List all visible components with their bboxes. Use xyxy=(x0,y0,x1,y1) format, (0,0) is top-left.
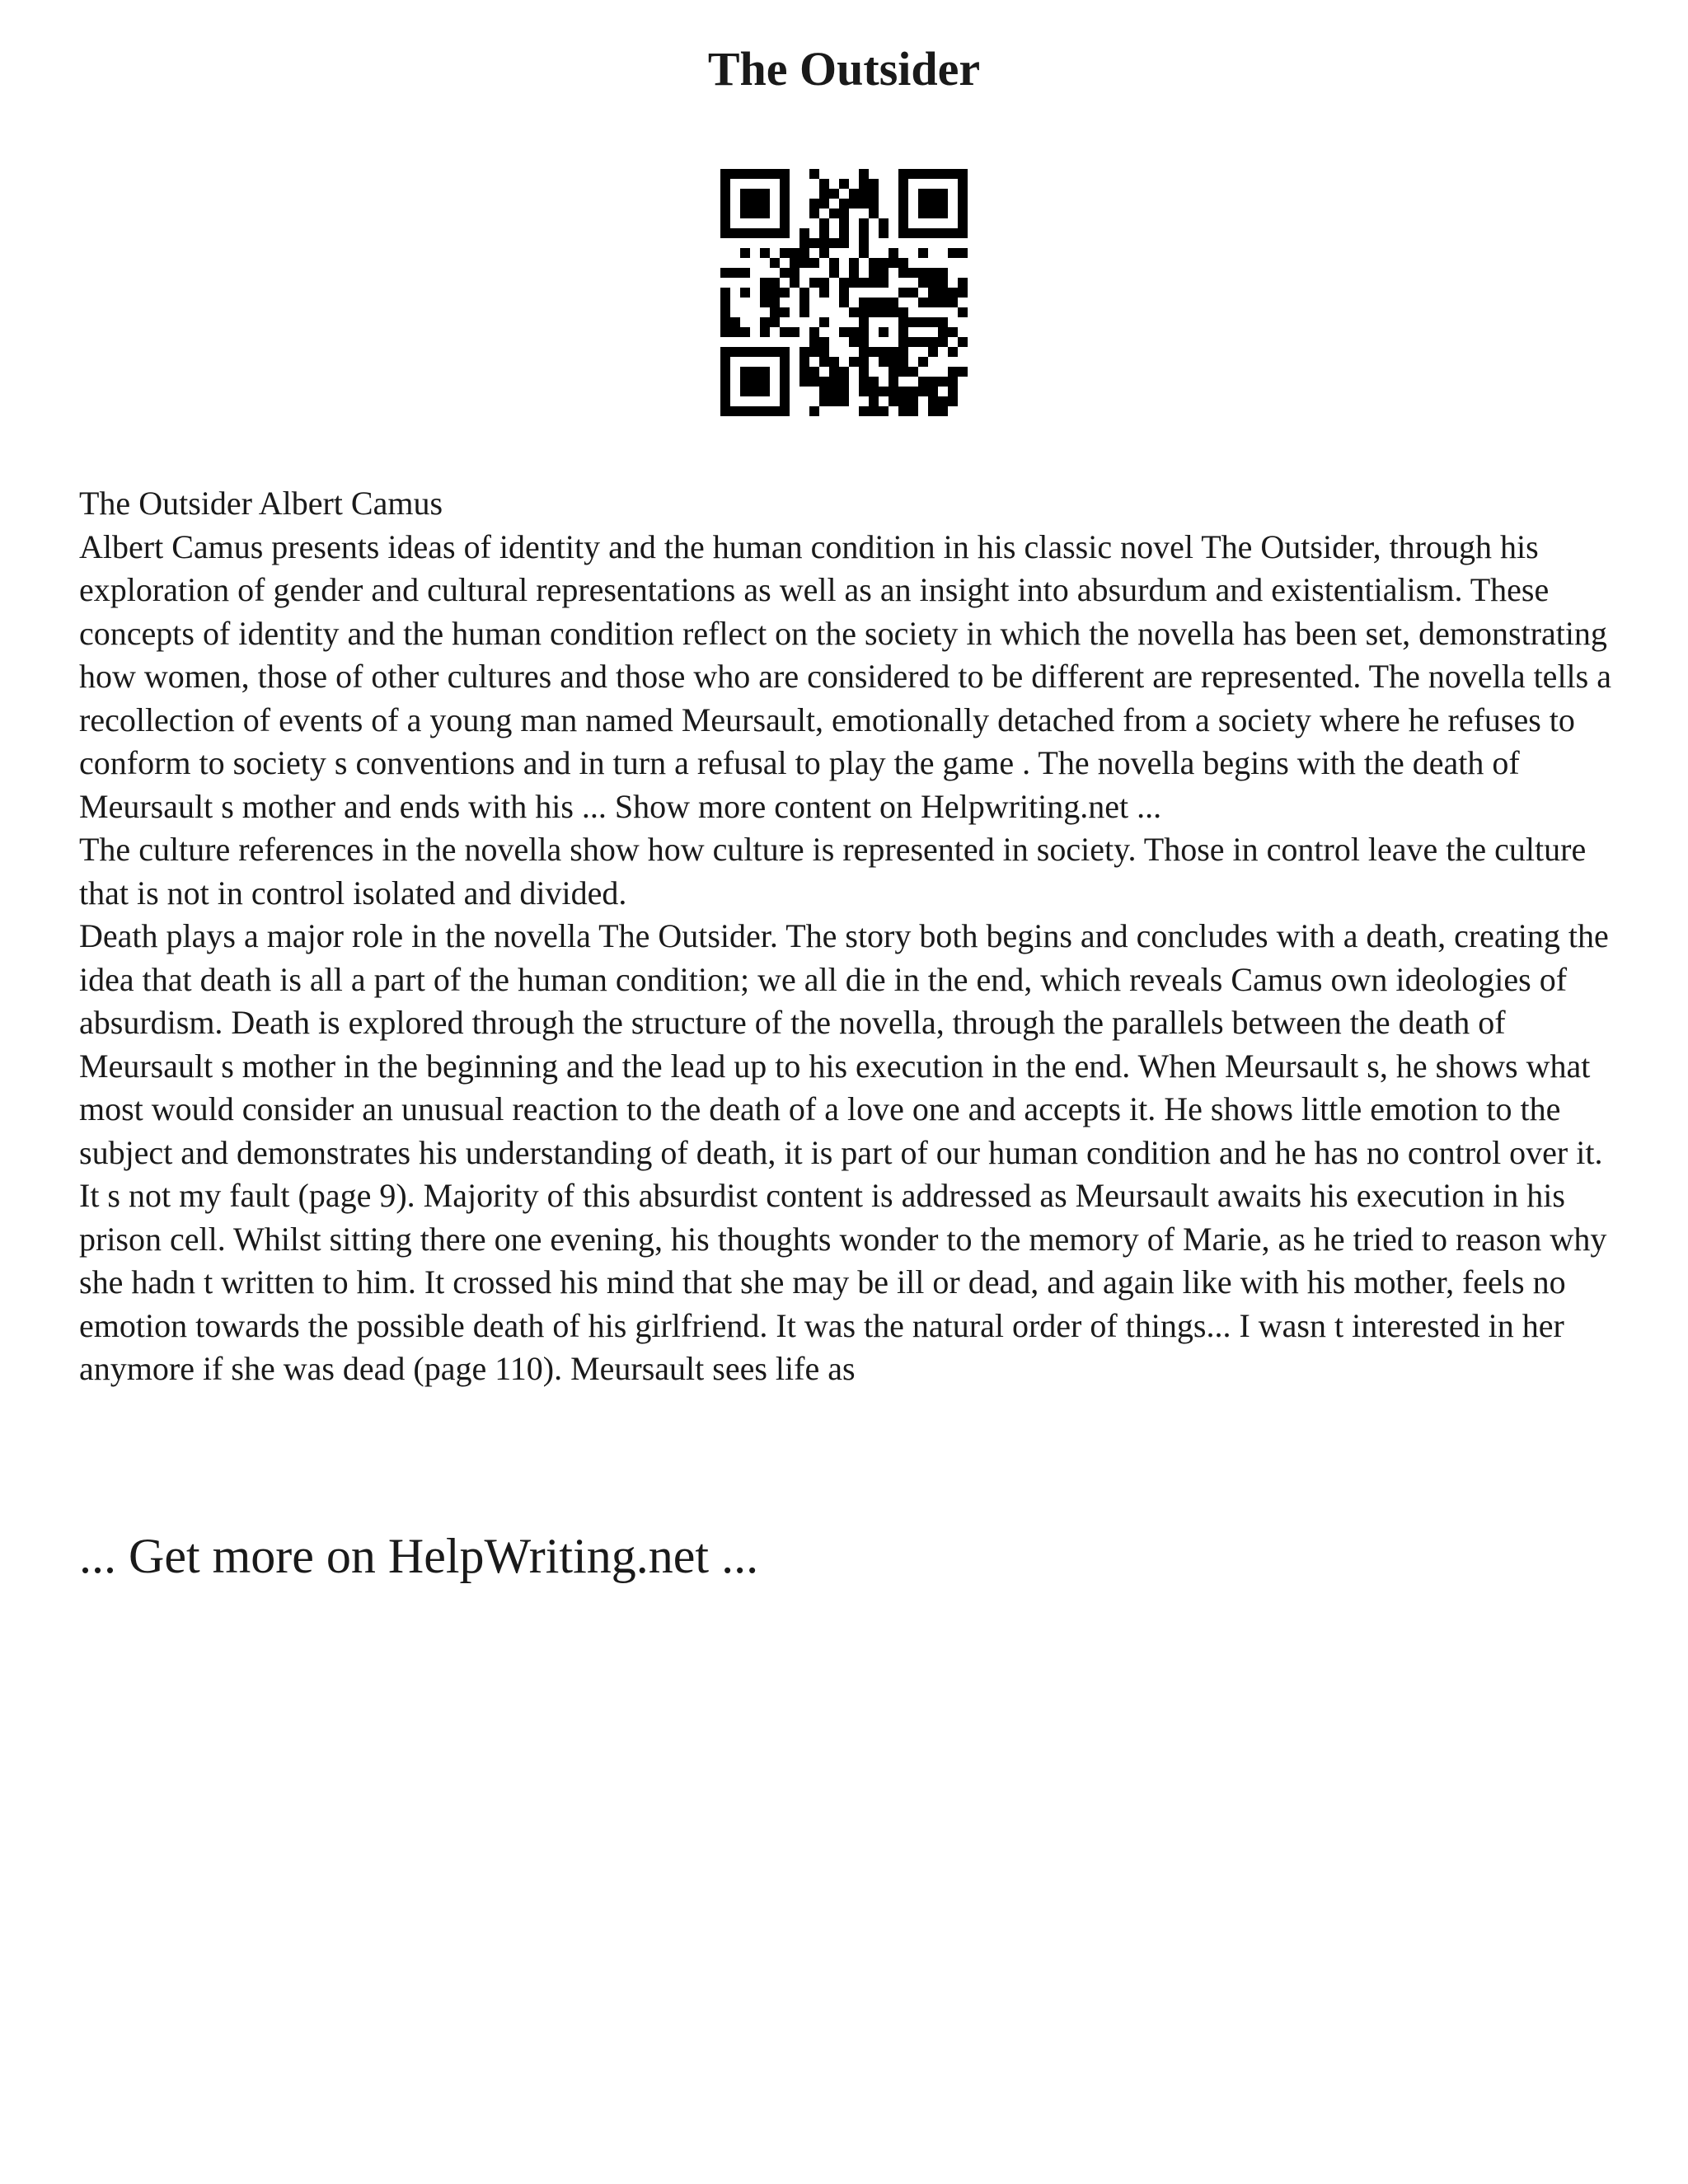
paragraph: Albert Camus presents ideas of identity and the human condition in his classic novel The Outsider, through his exploration of gender and cultural representations as well as an insight into absurdum and existentialism. These concepts of identity and the human condition reflect on the society in which the novella has been set, demonstrating how women, those of other cultures and those who are considered to be different are represented. The novella tells a recollection of events of a young man named Meursault, emotionally detached from a society where he refuses to conform to society s conventions and in turn a refusal to play the game . The novella begins with the death of Meursault s mother and ends with his ... Show more content on Helpwriting.net ... xyxy=(79,527,1611,825)
qr-code-icon xyxy=(720,169,968,416)
paragraph: Death plays a major role in the novella The Outsider. The story both begins and concludes with a death, creating the idea that death is all a part of the human condition; we all die in the end, which reveals Camus own ideologies of absurdism. Death is explored through the structure of the novella, through the parallels between the death of Meursault s mother in the beginning and the lead up to his execution in the end. When Meursault s, he shows what most would consider an unusual reaction to the death of a love one and accepts it. He shows little emotion to the subject and demonstrates his understanding of death, it is part of our human condition and he has no control over it. It s not my fault (page 9). Majority of this absurdist content is addressed as Meursault awaits his execution in his prison cell. Whilst sitting there one evening, his thoughts wonder to the memory of Marie, as he tried to reason why she hadn t written to him. It crossed his mind that she may be ill or dead, and again like with his mother, feels no emotion towards the possible death of his girlfriend. It was the natural order of things... I wasn t interested in her anymore if she was dead (page 110). Meursault sees life as xyxy=(79,917,1609,1387)
paragraph: The culture references in the novella show how culture is represented in society. Those in control leave the culture that is not in control isolated and divided. xyxy=(79,831,1587,912)
document-body xyxy=(79,482,1629,1391)
page-title: The Outsider xyxy=(707,42,981,96)
get-more-link[interactable]: ... Get more on HelpWriting.net ... xyxy=(79,1529,759,1583)
subtitle-line: The Outsider Albert Camus xyxy=(79,485,443,522)
